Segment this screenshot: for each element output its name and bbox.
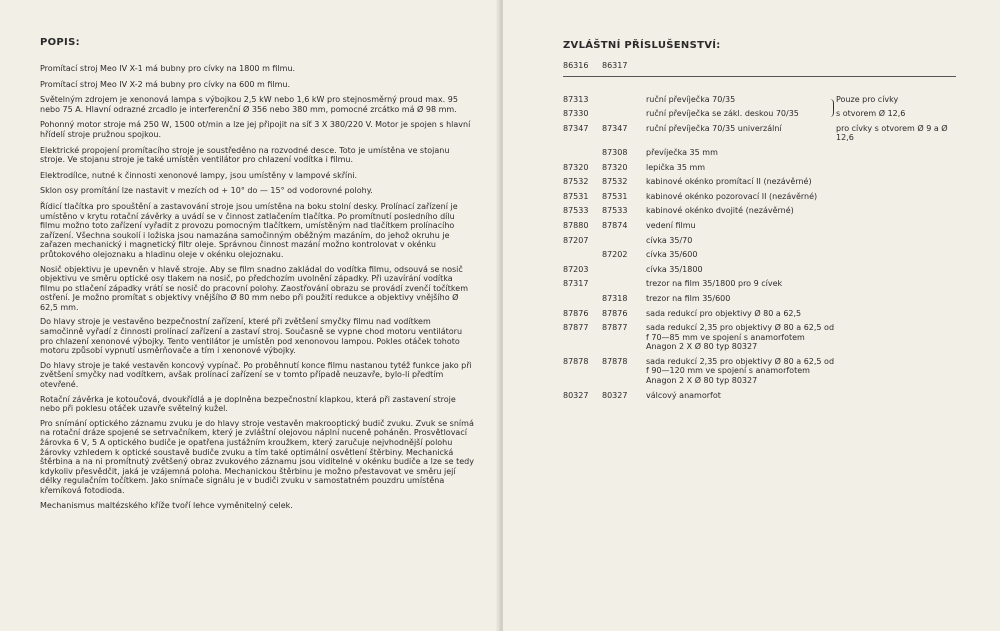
cell-description: trezor na film 35/600 <box>646 293 731 303</box>
accessories-rows <box>563 91 956 402</box>
paragraph: Pro snímání optického záznamu zvuku je do hlavy stroje vestavěn makrooptický budič zvuku. Zvuk se snímá na rotační dráze spojené se setrvačníkem, který je zvláštní olejovou náplní nuceně poháněn. Prosvětlovací žárovka 6 V, 5 A optického budiče je opatřena justážním kroužkem, který zaručuje nejvhodnější polohu žárovky vzhledem k optické soustavě budiče zvuku a tím také optimální osvětlení štěrbiny. Mechanická štěrbina a na ni promítnutý zvětšený obraz zvukového záznamu jsou viditelné v okénku budiče a lze se tedy kdykoliv přesvědčit, jaká je vzájemná poloha. Mechanickou štěrbinu je možno přestavovat ve směru její délky regulačním točítkem. Jako snímače signálu je v budiči zvuku v samostatném pouzdru umístěna křemíková fotodioda. <box>40 418 474 495</box>
cell-code-x2: 87533 <box>602 206 628 216</box>
cell-code-x1: 87878 <box>563 356 589 366</box>
cell-description: ruční převíječka 70/35 <box>646 94 736 104</box>
cell-code-x2: 87202 <box>602 250 628 260</box>
cell-note <box>836 202 956 217</box>
cell-description: kabinové okénko dvojité (nezávěrné) <box>646 206 794 216</box>
cell-note <box>836 144 956 159</box>
cell-note: Pouze pro cívky <box>836 91 956 106</box>
cell-note <box>836 290 956 305</box>
cell-description: ruční převíječka 70/35 univerzální <box>646 123 782 133</box>
cell-note <box>836 387 956 402</box>
cell-code-x1: 87317 <box>563 279 589 289</box>
right-page <box>503 0 1000 631</box>
table-row <box>563 353 956 387</box>
table-row <box>563 319 956 353</box>
table-row <box>563 387 956 402</box>
table-row <box>563 202 956 217</box>
cell-description: cívka 35/1800 <box>646 264 703 274</box>
cell-description: sada redukcí pro objektivy Ø 80 a 62,5 <box>646 308 802 318</box>
cell-note <box>836 275 956 290</box>
table-row <box>563 159 956 174</box>
cell-code-x1: 87876 <box>563 308 589 318</box>
cell-code-x1 <box>563 246 602 261</box>
cell-code-x1: 80327 <box>563 390 589 400</box>
cell-code-x2 <box>602 275 646 290</box>
table-row <box>563 275 956 290</box>
paragraph: Pohonný motor stroje má 250 W, 1500 ot/min a lze jej připojit na síť 3 X 380/220 V. Motor je spojen s hlavní hřídelí stroje pružnou spojkou. <box>40 120 471 139</box>
cell-note <box>836 188 956 203</box>
cell-code-x1: 87330 <box>563 109 589 119</box>
cell-code-x2: 87877 <box>602 323 628 333</box>
cell-description: válcový anamorfot <box>646 390 721 400</box>
cell-note <box>836 319 956 353</box>
table-row <box>563 188 956 203</box>
table-row <box>563 144 956 159</box>
paragraph: Promítací stroj Meo IV X-1 má bubny pro cívky na 1800 m filmu. <box>40 64 296 73</box>
paragraph: Do hlavy stroje je vestavěno bezpečnostní zařízení, které při zvětšení smyčky filmu nad vodítkem samočinně vyřadí z činnosti prolínací zařízení a zastaví stroj. Současně se vypne chod motoru ventilátoru pro chlazení xenonové výbojky. Tento ventilátor je umístěn pod xenonovou lampou. Pokles otáček tohoto motoru způsobí vypnutí usměrňovače a tím i xenonové výbojky. <box>40 317 463 356</box>
paragraph: Mechanismus maltézského kříže tvoří lehce vyměnitelný celek. <box>40 500 293 510</box>
table-header-row <box>563 61 956 76</box>
cell-description: sada redukcí 2,35 pro objektivy Ø 80 a 62,5 od f 70—85 mm ve spojení s anamorfotem Anagon 2 X Ø 80 typ 80327 <box>646 323 835 352</box>
cell-code-x2 <box>602 105 646 120</box>
cell-code-x2: 87320 <box>602 162 628 172</box>
table-row <box>563 120 956 144</box>
cell-code-x1 <box>563 290 602 305</box>
table-row <box>563 305 956 320</box>
cell-code-x1: 87320 <box>563 162 589 172</box>
section-title-prislusenstvi: ZVLÁŠTNÍ PŘÍSLUŠENSTVÍ: <box>563 40 721 51</box>
table-row <box>563 217 956 232</box>
paragraph: Elektrické propojení promítacího stroje je soustředěno na rozvodné desce. Toto je umístěna ve stojanu stroje. Ve stojanu stroje je také umístěn ventilátor pro chlazení vodítka i filmu. <box>40 145 450 165</box>
cell-note <box>836 305 956 320</box>
cell-description: ruční převíječka se zákl. deskou 70/35 <box>646 109 799 119</box>
cell-code-x1 <box>563 144 602 159</box>
cell-note <box>836 261 956 276</box>
cell-code-x2: 80327 <box>602 390 628 400</box>
cell-description: lepička 35 mm <box>646 162 706 172</box>
table-row <box>563 105 956 120</box>
cell-code-x2: 87318 <box>602 293 628 303</box>
paragraph: Sklon osy promítání lze nastavit v mezích od + 10° do — 15° od vodorovné polohy. <box>40 186 373 196</box>
table-row <box>563 261 956 276</box>
cell-note <box>836 246 956 261</box>
cell-code-x2 <box>602 261 646 276</box>
cell-code-x2: 87532 <box>602 177 628 187</box>
accessories-table <box>563 61 956 401</box>
cell-code-x1: 87313 <box>563 94 589 104</box>
cell-code-x1: 87203 <box>563 264 589 274</box>
cell-code-x2: 87876 <box>602 308 628 318</box>
cell-code-x1: 87532 <box>563 177 589 187</box>
cell-code-x2: 87347 <box>602 123 628 133</box>
cell-code-x2 <box>602 232 646 247</box>
cell-description: trezor na film 35/1800 pro 9 cívek <box>646 279 783 289</box>
cell-description: vedení filmu <box>646 220 696 230</box>
cell-description: sada redukcí 2,35 pro objektivy Ø 80 a 62,5 od f 90—120 mm ve spojení s anamorfotem Anagon 2 X Ø 80 typ 80327 <box>646 356 835 386</box>
cell-code-x2: 87878 <box>602 356 628 366</box>
paragraph: Do hlavy stroje je také vestavěn koncový vypínač. Po proběhnutí konce filmu nastanou tytéž funkce jako při zvětšení smyčky nad vodítkem, avšak prolínací zařízení se v tomto případě neuzavře, bylo-li předtím otevřené. <box>40 360 472 390</box>
cell-note: pro cívky s otvorem Ø 9 a Ø 12,6 <box>836 123 948 143</box>
cell-note <box>836 173 956 188</box>
cell-description: cívka 35/70 <box>646 235 693 245</box>
cell-note <box>836 232 956 247</box>
brace-icon <box>829 99 834 117</box>
cell-note <box>836 353 956 387</box>
cell-code-x1: 87347 <box>563 123 589 133</box>
section-title-popis: POPIS: <box>40 37 80 48</box>
table-row <box>563 232 956 247</box>
table-row <box>563 173 956 188</box>
paragraph: Řídicí tlačítka pro spouštění a zastavování stroje jsou umístěna na boku stolní desky. Prolínací zařízení je umístěno v krytu rotační závěrky a uvádí se v činnost zatlačením tlačítka. Po promítnutí posledního dílu filmu možno toto zařízení vyřadit z provozu pomocným tlačítkem, umístěným nad tlačítkem prolínacího zařízení. Všechna soukolí i ložiska jsou namazána samočinným oběžným mazáním, do jehož okruhu je zařazen mechanický i magnetický filtr oleje. Správnou činnost mazání možno kontrolovat v okénku průtokového olejoznaku a hladinu oleje v okénku olejoznaku. <box>40 201 458 259</box>
table-row <box>563 290 956 305</box>
header-code-x2: 86317 <box>602 61 646 76</box>
cell-description: kabinové okénko promítací II (nezávěrné) <box>646 177 812 187</box>
cell-note <box>836 217 956 232</box>
cell-code-x1: 87533 <box>563 206 589 216</box>
paragraph: Promítací stroj Meo IV X-2 má bubny pro cívky na 600 m filmu. <box>40 79 290 89</box>
cell-description: kabinové okénko pozorovací II (nezávěrné) <box>646 191 818 201</box>
cell-code-x1: 87207 <box>563 235 589 245</box>
paragraph: Nosič objektivu je upevněn v hlavě stroje. Aby se film snadno zakládal do vodítka filmu, odsouvá se nosič objektivu ve směru optické osy tlakem na nosič, po předchozím uvolnění západky. Při uzavírání vodítka filmu po stlačení západky vrátí se nosič do pracovní polohy. Zaostřování obrazu se provádí zvenčí točítkem ostření. Je možno promítat s objektivy vnějšího Ø 80 mm nebo při použití redukce a objektivy vnějšího Ø 62,5 mm. <box>40 264 468 312</box>
cell-code-x1: 87880 <box>563 220 589 230</box>
cell-code-x2: 87874 <box>602 220 628 230</box>
cell-note: s otvorem Ø 12,6 <box>836 109 906 119</box>
paragraph: Elektrodílce, nutné k činnosti xenonové lampy, jsou umístěny v lampové skříni. <box>40 170 358 180</box>
cell-note <box>836 159 956 174</box>
cell-description: převíječka 35 mm <box>646 147 718 157</box>
cell-code-x2 <box>602 91 646 106</box>
table-row <box>563 246 956 261</box>
cell-code-x1: 87531 <box>563 191 589 201</box>
cell-code-x2: 87531 <box>602 191 628 201</box>
cell-code-x2: 87308 <box>602 147 628 157</box>
paragraph: Rotační závěrka je kotoučová, dvoukřídlá a je doplněna bezpečnostní klapkou, která při zastavení stroje nebo při poklesu otáček uzavře světelný kužel. <box>40 394 456 414</box>
header-code-x1: 86316 <box>563 61 602 76</box>
cell-description: cívka 35/600 <box>646 250 698 260</box>
table-row <box>563 91 956 106</box>
cell-code-x1: 87877 <box>563 323 589 333</box>
paragraph: Světelným zdrojem je xenonová lampa s výbojkou 2,5 kW nebo 1,6 kW pro stejnosměrný proud max. 95 nebo 75 A. Hlavní odrazné zrcadlo je interferenční Ø 356 nebo 380 mm, pomocné zrcátko má Ø 98 mm. <box>40 95 458 114</box>
